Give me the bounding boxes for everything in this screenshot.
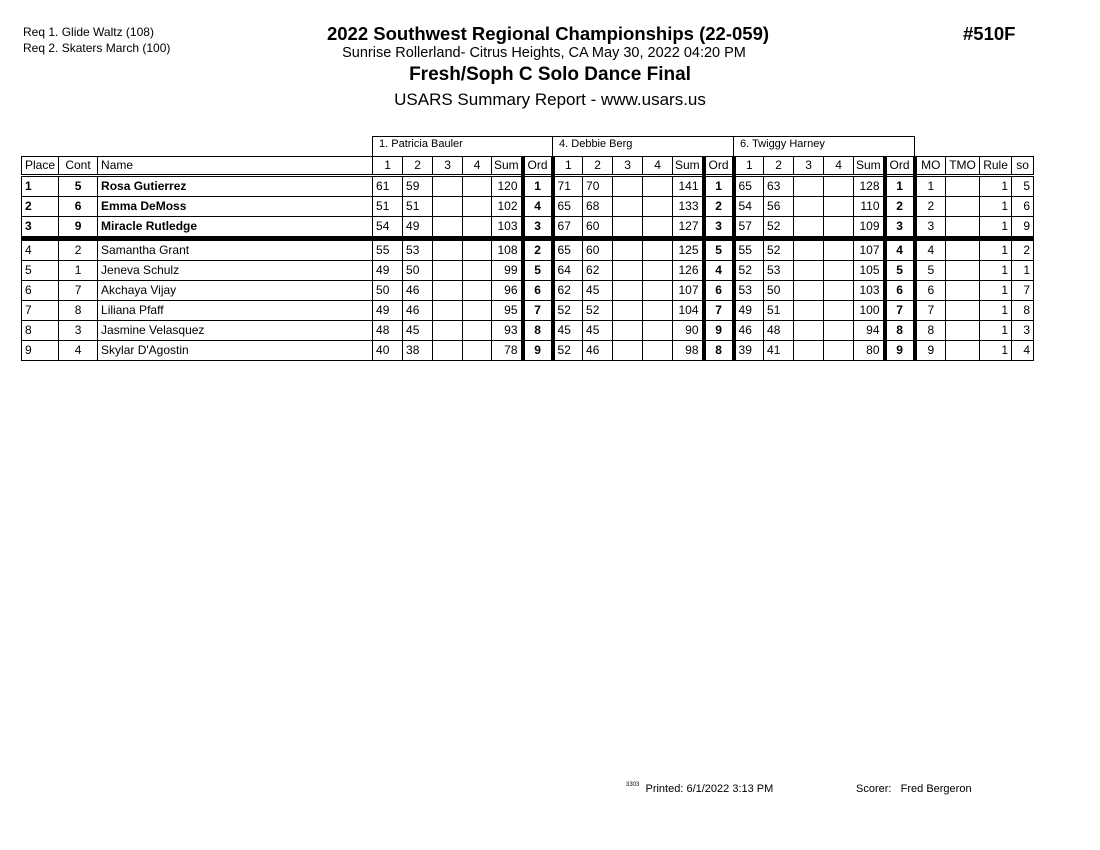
score-4-cell bbox=[824, 341, 854, 361]
score-4-cell bbox=[463, 217, 492, 239]
score-1-cell: 61 bbox=[373, 176, 403, 197]
ordinal-cell: 5 bbox=[885, 261, 915, 281]
score-3-cell bbox=[613, 239, 643, 261]
requirement-1: Req 1. Glide Waltz (108) bbox=[23, 25, 154, 39]
score-2-cell: 60 bbox=[583, 217, 613, 239]
ordinal-cell: 3 bbox=[523, 217, 553, 239]
ordinal-cell: 8 bbox=[704, 341, 734, 361]
place-cell: 5 bbox=[22, 261, 59, 281]
results-table bbox=[21, 136, 1034, 361]
place-cell: 2 bbox=[22, 197, 59, 217]
cont-cell: 4 bbox=[59, 341, 98, 361]
score-3-cell bbox=[794, 261, 824, 281]
so-cell: 5 bbox=[1012, 176, 1034, 197]
col-j1-1: 1 bbox=[373, 157, 403, 176]
score-3-cell bbox=[794, 341, 824, 361]
cont-cell: 8 bbox=[59, 301, 98, 321]
tmo-cell bbox=[946, 197, 980, 217]
so-cell: 9 bbox=[1012, 217, 1034, 239]
col-j3-sum: Sum bbox=[854, 157, 885, 176]
sum-cell: 78 bbox=[492, 341, 523, 361]
sum-cell: 100 bbox=[854, 301, 885, 321]
skater-name: Liliana Pfaff bbox=[98, 301, 373, 321]
score-3-cell bbox=[794, 217, 824, 239]
sum-cell: 107 bbox=[854, 239, 885, 261]
sum-cell: 120 bbox=[492, 176, 523, 197]
table-row bbox=[22, 176, 1034, 197]
skater-name: Akchaya Vijay bbox=[98, 281, 373, 301]
col-j1-ord: Ord bbox=[523, 157, 553, 176]
so-cell: 8 bbox=[1012, 301, 1034, 321]
col-j2-3: 3 bbox=[613, 157, 643, 176]
ordinal-cell: 5 bbox=[704, 239, 734, 261]
col-j1-3: 3 bbox=[433, 157, 463, 176]
score-3-cell bbox=[613, 197, 643, 217]
skater-name: Miracle Rutledge bbox=[98, 217, 373, 239]
ordinal-cell: 2 bbox=[885, 197, 915, 217]
score-4-cell bbox=[463, 301, 492, 321]
col-j1-4: 4 bbox=[463, 157, 492, 176]
score-1-cell: 46 bbox=[734, 321, 764, 341]
score-2-cell: 53 bbox=[764, 261, 794, 281]
column-header-row bbox=[22, 157, 1034, 176]
sum-cell: 102 bbox=[492, 197, 523, 217]
score-2-cell: 52 bbox=[764, 239, 794, 261]
score-3-cell bbox=[794, 281, 824, 301]
score-2-cell: 53 bbox=[403, 239, 433, 261]
place-cell: 9 bbox=[22, 341, 59, 361]
score-1-cell: 54 bbox=[734, 197, 764, 217]
ordinal-cell: 2 bbox=[704, 197, 734, 217]
tmo-cell bbox=[946, 341, 980, 361]
score-3-cell bbox=[613, 281, 643, 301]
mo-cell: 6 bbox=[915, 281, 946, 301]
score-1-cell: 48 bbox=[373, 321, 403, 341]
score-1-cell: 45 bbox=[553, 321, 583, 341]
so-cell: 6 bbox=[1012, 197, 1034, 217]
score-4-cell bbox=[463, 239, 492, 261]
col-j3-2: 2 bbox=[764, 157, 794, 176]
cont-cell: 9 bbox=[59, 217, 98, 239]
place-cell: 6 bbox=[22, 281, 59, 301]
ordinal-cell: 7 bbox=[704, 301, 734, 321]
score-1-cell: 65 bbox=[553, 197, 583, 217]
tmo-cell bbox=[946, 261, 980, 281]
tmo-cell bbox=[946, 176, 980, 197]
mo-cell: 7 bbox=[915, 301, 946, 321]
printed-timestamp: Printed: 6/1/2022 3:13 PM bbox=[645, 783, 774, 795]
col-j2-2: 2 bbox=[583, 157, 613, 176]
score-1-cell: 65 bbox=[553, 239, 583, 261]
tmo-cell bbox=[946, 281, 980, 301]
sum-cell: 95 bbox=[492, 301, 523, 321]
col-j2-sum: Sum bbox=[673, 157, 704, 176]
score-4-cell bbox=[463, 281, 492, 301]
score-2-cell: 48 bbox=[764, 321, 794, 341]
sum-cell: 128 bbox=[854, 176, 885, 197]
score-4-cell bbox=[643, 301, 673, 321]
score-2-cell: 46 bbox=[403, 301, 433, 321]
scorer-name: Fred Bergeron bbox=[900, 783, 972, 795]
col-tmo: TMO bbox=[946, 157, 980, 176]
col-j1-2: 2 bbox=[403, 157, 433, 176]
score-3-cell bbox=[433, 239, 463, 261]
ordinal-cell: 7 bbox=[885, 301, 915, 321]
score-2-cell: 50 bbox=[764, 281, 794, 301]
place-cell: 4 bbox=[22, 239, 59, 261]
score-1-cell: 52 bbox=[734, 261, 764, 281]
col-cont: Cont bbox=[59, 157, 98, 176]
ordinal-cell: 1 bbox=[885, 176, 915, 197]
ordinal-cell: 6 bbox=[885, 281, 915, 301]
col-so: so bbox=[1012, 157, 1034, 176]
score-4-cell bbox=[463, 197, 492, 217]
score-4-cell bbox=[643, 176, 673, 197]
score-2-cell: 46 bbox=[403, 281, 433, 301]
tmo-cell bbox=[946, 301, 980, 321]
score-3-cell bbox=[613, 217, 643, 239]
rule-cell: 1 bbox=[980, 239, 1012, 261]
judge-3-name: 6. Twiggy Harney bbox=[734, 137, 915, 157]
sum-cell: 125 bbox=[673, 239, 704, 261]
score-2-cell: 70 bbox=[583, 176, 613, 197]
event-title: Fresh/Soph C Solo Dance Final bbox=[409, 64, 691, 85]
sum-cell: 99 bbox=[492, 261, 523, 281]
judge-header-row bbox=[22, 137, 1034, 157]
tmo-cell bbox=[946, 321, 980, 341]
score-1-cell: 55 bbox=[373, 239, 403, 261]
col-name: Name bbox=[98, 157, 373, 176]
report-subtitle: USARS Summary Report - www.usars.us bbox=[394, 90, 706, 109]
table-row bbox=[22, 301, 1034, 321]
score-4-cell bbox=[824, 176, 854, 197]
score-2-cell: 52 bbox=[764, 217, 794, 239]
tmo-cell bbox=[946, 239, 980, 261]
score-1-cell: 52 bbox=[553, 341, 583, 361]
col-j2-1: 1 bbox=[553, 157, 583, 176]
print-info bbox=[626, 783, 773, 795]
ordinal-cell: 5 bbox=[523, 261, 553, 281]
rule-cell: 1 bbox=[980, 261, 1012, 281]
so-cell: 2 bbox=[1012, 239, 1034, 261]
score-1-cell: 52 bbox=[553, 301, 583, 321]
col-j3-3: 3 bbox=[794, 157, 824, 176]
sum-cell: 108 bbox=[492, 239, 523, 261]
col-place: Place bbox=[22, 157, 59, 176]
requirement-2: Req 2. Skaters March (100) bbox=[23, 41, 171, 55]
score-4-cell bbox=[643, 321, 673, 341]
table-row bbox=[22, 217, 1034, 239]
score-4-cell bbox=[824, 217, 854, 239]
scorer-info bbox=[856, 783, 972, 795]
place-cell: 3 bbox=[22, 217, 59, 239]
venue-datetime: Sunrise Rollerland- Citrus Heights, CA May 30, 2022 04:20 PM bbox=[342, 45, 746, 61]
mo-cell: 4 bbox=[915, 239, 946, 261]
score-2-cell: 45 bbox=[403, 321, 433, 341]
col-mo: MO bbox=[915, 157, 946, 176]
sum-cell: 127 bbox=[673, 217, 704, 239]
score-1-cell: 54 bbox=[373, 217, 403, 239]
score-1-cell: 57 bbox=[734, 217, 764, 239]
sum-cell: 96 bbox=[492, 281, 523, 301]
ordinal-cell: 4 bbox=[523, 197, 553, 217]
score-1-cell: 53 bbox=[734, 281, 764, 301]
skater-name: Emma DeMoss bbox=[98, 197, 373, 217]
rule-cell: 1 bbox=[980, 217, 1012, 239]
mo-cell: 3 bbox=[915, 217, 946, 239]
sum-cell: 141 bbox=[673, 176, 704, 197]
score-1-cell: 67 bbox=[553, 217, 583, 239]
score-3-cell bbox=[613, 341, 643, 361]
score-3-cell bbox=[433, 176, 463, 197]
sum-cell: 93 bbox=[492, 321, 523, 341]
score-1-cell: 49 bbox=[734, 301, 764, 321]
table-row bbox=[22, 341, 1034, 361]
ordinal-cell: 9 bbox=[523, 341, 553, 361]
cont-cell: 1 bbox=[59, 261, 98, 281]
table-row bbox=[22, 281, 1034, 301]
cont-cell: 6 bbox=[59, 197, 98, 217]
so-cell: 4 bbox=[1012, 341, 1034, 361]
score-3-cell bbox=[433, 261, 463, 281]
score-1-cell: 71 bbox=[553, 176, 583, 197]
score-4-cell bbox=[824, 239, 854, 261]
mo-cell: 8 bbox=[915, 321, 946, 341]
col-j3-4: 4 bbox=[824, 157, 854, 176]
ordinal-cell: 2 bbox=[523, 239, 553, 261]
ordinal-cell: 3 bbox=[885, 217, 915, 239]
score-1-cell: 49 bbox=[373, 301, 403, 321]
score-3-cell bbox=[613, 176, 643, 197]
score-1-cell: 62 bbox=[553, 281, 583, 301]
score-2-cell: 50 bbox=[403, 261, 433, 281]
score-4-cell bbox=[824, 197, 854, 217]
score-4-cell bbox=[463, 341, 492, 361]
score-2-cell: 51 bbox=[403, 197, 433, 217]
so-cell: 3 bbox=[1012, 321, 1034, 341]
score-4-cell bbox=[824, 301, 854, 321]
ordinal-cell: 6 bbox=[704, 281, 734, 301]
place-cell: 7 bbox=[22, 301, 59, 321]
score-1-cell: 55 bbox=[734, 239, 764, 261]
sum-cell: 103 bbox=[492, 217, 523, 239]
mo-cell: 2 bbox=[915, 197, 946, 217]
cont-cell: 2 bbox=[59, 239, 98, 261]
ordinal-cell: 8 bbox=[885, 321, 915, 341]
skater-name: Jeneva Schulz bbox=[98, 261, 373, 281]
score-4-cell bbox=[463, 261, 492, 281]
score-3-cell bbox=[794, 239, 824, 261]
so-cell: 1 bbox=[1012, 261, 1034, 281]
score-4-cell bbox=[643, 197, 673, 217]
score-1-cell: 39 bbox=[734, 341, 764, 361]
footer-code: 3303 bbox=[626, 782, 640, 788]
score-3-cell bbox=[433, 301, 463, 321]
score-4-cell bbox=[643, 239, 673, 261]
scorer-label: Scorer: bbox=[856, 783, 892, 795]
score-4-cell bbox=[643, 341, 673, 361]
score-2-cell: 59 bbox=[403, 176, 433, 197]
ordinal-cell: 4 bbox=[885, 239, 915, 261]
score-2-cell: 45 bbox=[583, 281, 613, 301]
score-2-cell: 45 bbox=[583, 321, 613, 341]
score-4-cell bbox=[463, 321, 492, 341]
col-j3-1: 1 bbox=[734, 157, 764, 176]
col-rule: Rule bbox=[980, 157, 1012, 176]
sum-cell: 98 bbox=[673, 341, 704, 361]
score-3-cell bbox=[613, 301, 643, 321]
skater-name: Skylar D'Agostin bbox=[98, 341, 373, 361]
score-3-cell bbox=[794, 197, 824, 217]
place-cell: 1 bbox=[22, 176, 59, 197]
tmo-cell bbox=[946, 217, 980, 239]
score-4-cell bbox=[643, 281, 673, 301]
score-2-cell: 49 bbox=[403, 217, 433, 239]
sum-cell: 110 bbox=[854, 197, 885, 217]
cont-cell: 5 bbox=[59, 176, 98, 197]
judge-2-name: 4. Debbie Berg bbox=[553, 137, 734, 157]
mo-cell: 9 bbox=[915, 341, 946, 361]
score-4-cell bbox=[463, 176, 492, 197]
score-2-cell: 41 bbox=[764, 341, 794, 361]
so-cell: 7 bbox=[1012, 281, 1034, 301]
ordinal-cell: 6 bbox=[523, 281, 553, 301]
score-2-cell: 56 bbox=[764, 197, 794, 217]
score-2-cell: 51 bbox=[764, 301, 794, 321]
score-4-cell bbox=[643, 261, 673, 281]
score-2-cell: 63 bbox=[764, 176, 794, 197]
rule-cell: 1 bbox=[980, 321, 1012, 341]
score-3-cell bbox=[613, 321, 643, 341]
ordinal-cell: 9 bbox=[885, 341, 915, 361]
sum-cell: 90 bbox=[673, 321, 704, 341]
skater-name: Jasmine Velasquez bbox=[98, 321, 373, 341]
score-4-cell bbox=[643, 217, 673, 239]
score-3-cell bbox=[794, 176, 824, 197]
judge-1-name: 1. Patricia Bauler bbox=[373, 137, 553, 157]
ordinal-cell: 4 bbox=[704, 261, 734, 281]
score-1-cell: 49 bbox=[373, 261, 403, 281]
col-j2-ord: Ord bbox=[704, 157, 734, 176]
rule-cell: 1 bbox=[980, 301, 1012, 321]
competition-title: 2022 Southwest Regional Championships (22-059) bbox=[326, 23, 770, 44]
place-cell: 8 bbox=[22, 321, 59, 341]
table-row bbox=[22, 239, 1034, 261]
score-3-cell bbox=[794, 321, 824, 341]
sum-cell: 133 bbox=[673, 197, 704, 217]
score-2-cell: 68 bbox=[583, 197, 613, 217]
sum-cell: 80 bbox=[854, 341, 885, 361]
score-3-cell bbox=[433, 217, 463, 239]
score-1-cell: 40 bbox=[373, 341, 403, 361]
ordinal-cell: 3 bbox=[704, 217, 734, 239]
ordinal-cell: 1 bbox=[704, 176, 734, 197]
sum-cell: 94 bbox=[854, 321, 885, 341]
col-j1-sum: Sum bbox=[492, 157, 523, 176]
ordinal-cell: 1 bbox=[523, 176, 553, 197]
event-number: #510F bbox=[963, 23, 1016, 44]
rule-cell: 1 bbox=[980, 176, 1012, 197]
ordinal-cell: 8 bbox=[523, 321, 553, 341]
rule-cell: 1 bbox=[980, 281, 1012, 301]
score-1-cell: 64 bbox=[553, 261, 583, 281]
table-row bbox=[22, 197, 1034, 217]
score-4-cell bbox=[824, 321, 854, 341]
sum-cell: 109 bbox=[854, 217, 885, 239]
col-j2-4: 4 bbox=[643, 157, 673, 176]
score-2-cell: 62 bbox=[583, 261, 613, 281]
skater-name: Rosa Gutierrez bbox=[98, 176, 373, 197]
score-2-cell: 38 bbox=[403, 341, 433, 361]
sum-cell: 107 bbox=[673, 281, 704, 301]
table-row bbox=[22, 321, 1034, 341]
score-3-cell bbox=[794, 301, 824, 321]
score-2-cell: 60 bbox=[583, 239, 613, 261]
table-row bbox=[22, 261, 1034, 281]
mo-cell: 5 bbox=[915, 261, 946, 281]
score-3-cell bbox=[433, 281, 463, 301]
sum-cell: 126 bbox=[673, 261, 704, 281]
score-3-cell bbox=[433, 321, 463, 341]
ordinal-cell: 9 bbox=[704, 321, 734, 341]
score-1-cell: 51 bbox=[373, 197, 403, 217]
ordinal-cell: 7 bbox=[523, 301, 553, 321]
mo-cell: 1 bbox=[915, 176, 946, 197]
score-3-cell bbox=[433, 341, 463, 361]
score-4-cell bbox=[824, 281, 854, 301]
rule-cell: 1 bbox=[980, 341, 1012, 361]
score-3-cell bbox=[433, 197, 463, 217]
sum-cell: 103 bbox=[854, 281, 885, 301]
score-3-cell bbox=[613, 261, 643, 281]
sum-cell: 104 bbox=[673, 301, 704, 321]
cont-cell: 7 bbox=[59, 281, 98, 301]
sum-cell: 105 bbox=[854, 261, 885, 281]
cont-cell: 3 bbox=[59, 321, 98, 341]
score-2-cell: 52 bbox=[583, 301, 613, 321]
col-j3-ord: Ord bbox=[885, 157, 915, 176]
score-1-cell: 65 bbox=[734, 176, 764, 197]
score-2-cell: 46 bbox=[583, 341, 613, 361]
score-4-cell bbox=[824, 261, 854, 281]
score-1-cell: 50 bbox=[373, 281, 403, 301]
rule-cell: 1 bbox=[980, 197, 1012, 217]
skater-name: Samantha Grant bbox=[98, 239, 373, 261]
